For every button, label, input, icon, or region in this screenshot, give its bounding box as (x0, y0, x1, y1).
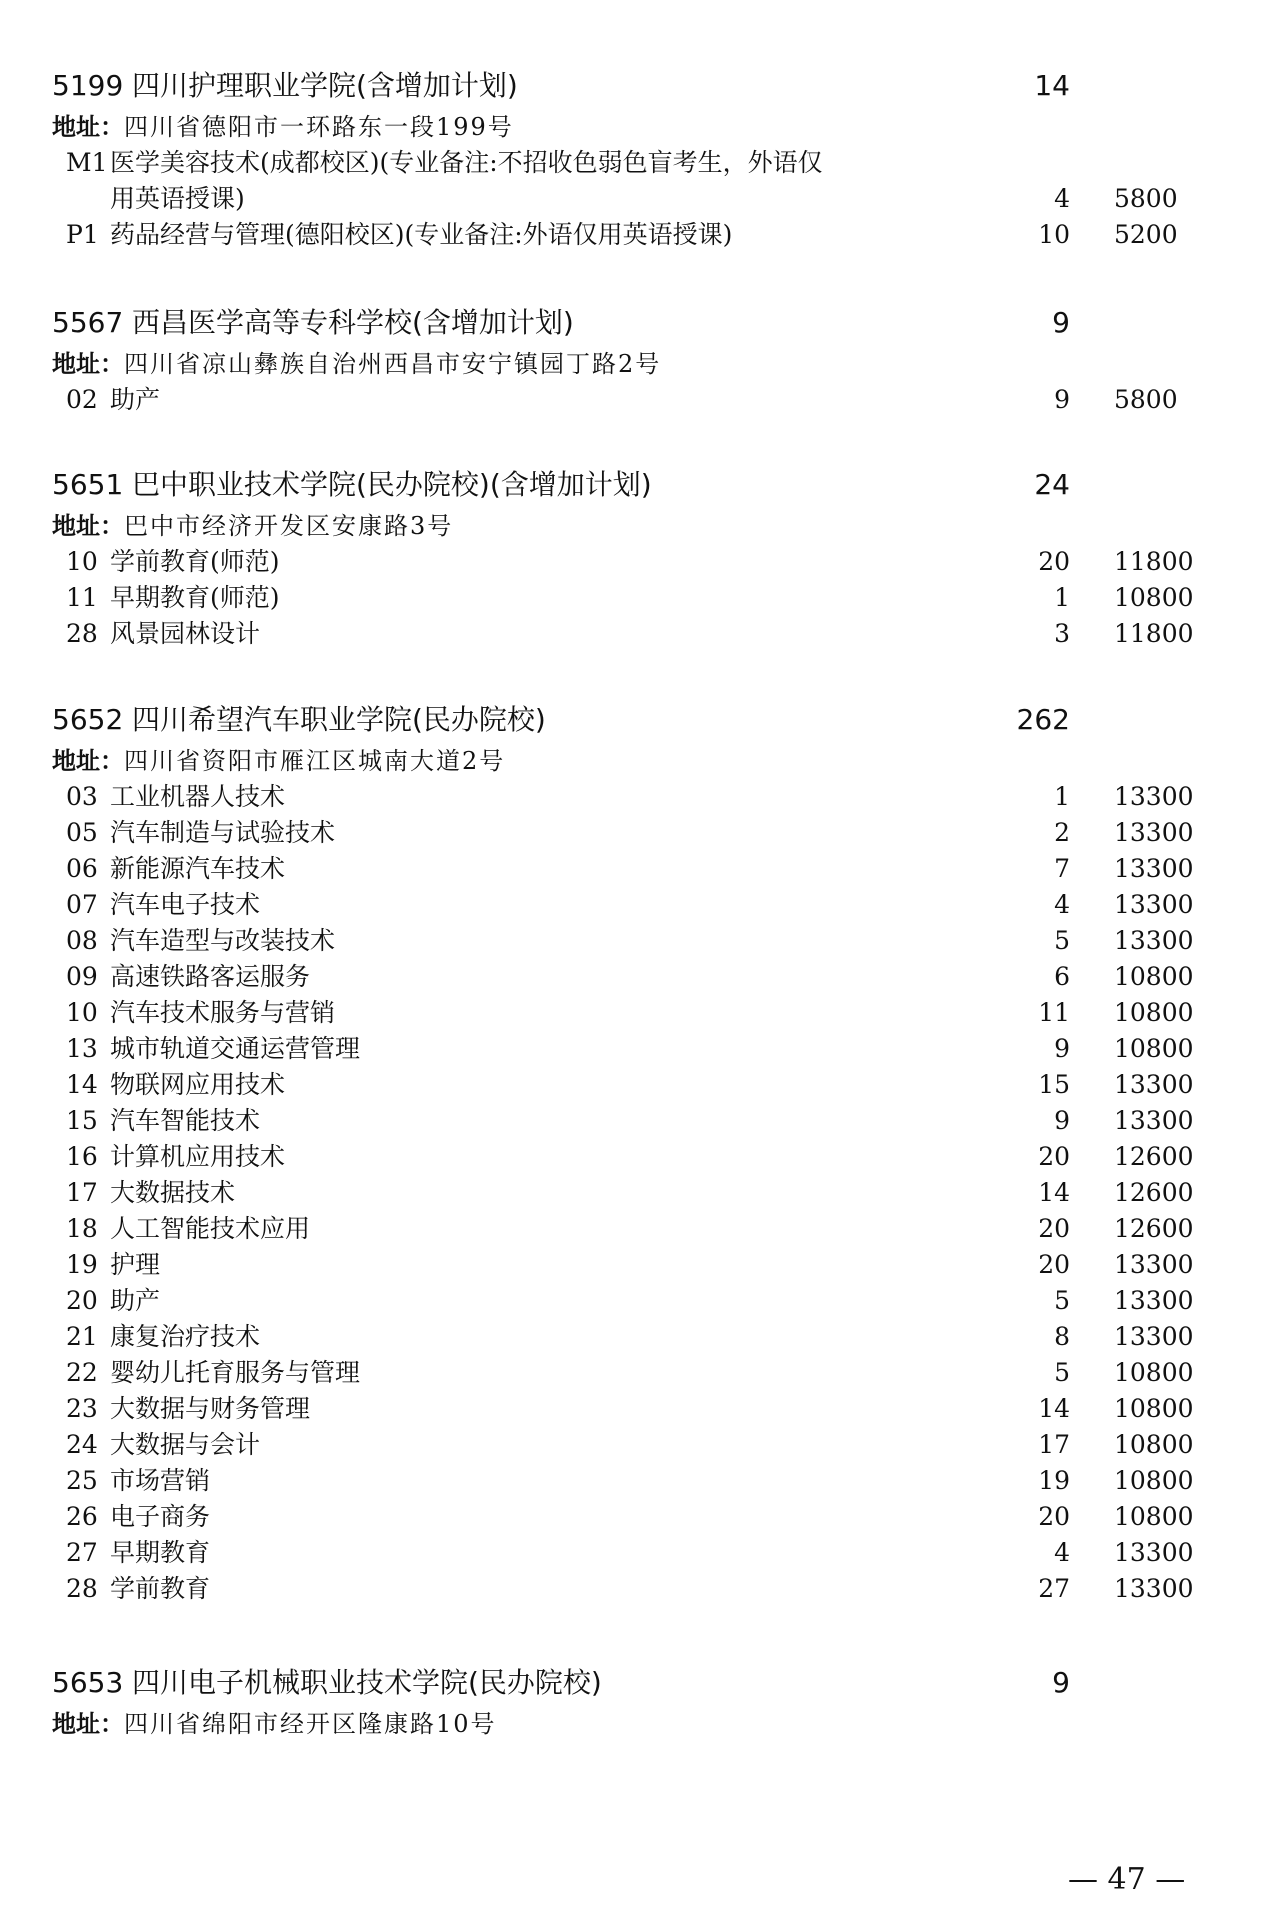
major-count: 4 (1054, 1538, 1070, 1567)
major-code: 26 (66, 1502, 98, 1531)
major-code: 21 (66, 1322, 98, 1351)
major-code: 25 (66, 1466, 98, 1495)
major-fee: 13300 (1114, 1574, 1194, 1603)
address-text: 巴中市经济开发区安康路3号 (124, 512, 454, 540)
address-text: 四川省凉山彝族自治州西昌市安宁镇园丁路2号 (124, 350, 662, 378)
major-name: 早期教育(师范) (110, 583, 280, 612)
major-row (52, 1355, 1194, 1391)
major-row (52, 382, 1178, 418)
major-code: 05 (66, 818, 98, 847)
major-count: 20 (1038, 1214, 1070, 1243)
major-count: 19 (1038, 1466, 1070, 1495)
major-fee: 10800 (1114, 1502, 1194, 1531)
major-fee: 13300 (1114, 1106, 1194, 1135)
school-name: 西昌医学高等专科学校(含增加计划) (132, 306, 574, 339)
school-total-quota: 262 (1016, 703, 1070, 736)
school-block-5652 (52, 697, 1194, 1607)
major-name: 电子商务 (110, 1502, 211, 1531)
major-count: 20 (1038, 1250, 1070, 1279)
major-fee: 13300 (1114, 890, 1194, 919)
major-count: 5 (1054, 926, 1070, 955)
major-name (110, 145, 990, 217)
major-code: 02 (66, 385, 98, 414)
school-code: 5199 (52, 69, 124, 102)
school-total-quota: 9 (1052, 306, 1070, 339)
major-count: 9 (1054, 1034, 1070, 1063)
major-row (52, 1247, 1194, 1283)
school-name: 四川希望汽车职业学院(民办院校) (132, 703, 546, 736)
major-fee: 11800 (1114, 619, 1194, 648)
major-name: 护理 (110, 1250, 161, 1279)
school-name: 巴中职业技术学院(民办院校)(含增加计划) (132, 468, 652, 501)
major-count: 5 (1054, 1286, 1070, 1315)
school-address (52, 508, 1172, 544)
major-count: 5 (1054, 1358, 1070, 1387)
major-name: 物联网应用技术 (110, 1070, 286, 1099)
major-count: 1 (1054, 782, 1070, 811)
major-fee: 10800 (1114, 1358, 1194, 1387)
major-fee: 11800 (1114, 547, 1194, 576)
school-address (52, 743, 1172, 779)
major-name: 汽车制造与试验技术 (110, 818, 336, 847)
major-code: 28 (66, 1574, 98, 1603)
school-code: 5652 (52, 703, 124, 736)
major-fee: 13300 (1114, 1538, 1194, 1567)
major-name: 婴幼儿托育服务与管理 (110, 1358, 361, 1387)
major-name: 风景园林设计 (110, 619, 261, 648)
major-row (52, 1391, 1194, 1427)
school-name: 四川电子机械职业技术学院(民办院校) (132, 1666, 602, 1699)
address-label: 地址： (52, 747, 124, 775)
major-fee: 13300 (1114, 818, 1194, 847)
major-row (52, 580, 1194, 616)
school-code: 5653 (52, 1666, 124, 1699)
major-name: 新能源汽车技术 (110, 854, 286, 883)
major-count: 20 (1038, 1142, 1070, 1171)
address-label: 地址： (52, 113, 124, 141)
major-count: 6 (1054, 962, 1070, 991)
major-code: 18 (66, 1214, 98, 1243)
major-row (52, 1211, 1194, 1247)
major-code: 09 (66, 962, 98, 991)
school-address (52, 109, 1172, 145)
major-row (52, 1499, 1194, 1535)
major-count: 2 (1054, 818, 1070, 847)
major-code: 10 (66, 998, 98, 1027)
major-fee: 13300 (1114, 1250, 1194, 1279)
page-number: — 47 — (1068, 1862, 1186, 1897)
major-row (52, 616, 1194, 652)
major-code: 22 (66, 1358, 98, 1387)
major-code: 10 (66, 547, 98, 576)
major-code: 07 (66, 890, 98, 919)
major-count: 10 (1038, 220, 1070, 249)
major-name: 学前教育(师范) (110, 547, 280, 576)
major-code: 23 (66, 1394, 98, 1423)
major-code: 28 (66, 619, 98, 648)
school-block-5651 (52, 462, 1194, 652)
major-row (52, 815, 1194, 851)
major-code: 27 (66, 1538, 98, 1567)
major-fee: 13300 (1114, 1286, 1194, 1315)
major-row (52, 1175, 1194, 1211)
major-name: 助产 (110, 385, 161, 414)
major-code: P1 (66, 220, 99, 249)
major-name: 大数据与会计 (110, 1430, 261, 1459)
major-name: 高速铁路客运服务 (110, 962, 311, 991)
school-total-quota: 14 (1034, 69, 1070, 102)
major-row (52, 1283, 1194, 1319)
major-name-line2: 用英语授课) (110, 184, 245, 213)
major-count: 9 (1054, 1106, 1070, 1135)
major-code: 24 (66, 1430, 98, 1459)
major-count: 27 (1038, 1574, 1070, 1603)
major-name: 大数据与财务管理 (110, 1394, 311, 1423)
major-name: 工业机器人技术 (110, 782, 286, 811)
major-row (52, 1139, 1194, 1175)
school-block-5567 (52, 300, 1178, 418)
major-row (52, 995, 1194, 1031)
school-header (52, 462, 1172, 508)
major-fee: 13300 (1114, 926, 1194, 955)
major-name: 市场营销 (110, 1466, 211, 1495)
major-count: 20 (1038, 1502, 1070, 1531)
major-fee: 12600 (1114, 1142, 1194, 1171)
school-header (52, 697, 1172, 743)
major-count: 8 (1054, 1322, 1070, 1351)
major-row (52, 1103, 1194, 1139)
major-row (52, 851, 1194, 887)
major-fee: 10800 (1114, 1466, 1194, 1495)
address-label: 地址： (52, 1710, 124, 1738)
major-row (52, 887, 1194, 923)
major-count: 14 (1038, 1394, 1070, 1423)
school-address (52, 346, 1172, 382)
major-count: 15 (1038, 1070, 1070, 1099)
major-row (52, 217, 1178, 253)
major-row (52, 923, 1194, 959)
major-fee: 13300 (1114, 782, 1194, 811)
major-fee: 10800 (1114, 1034, 1194, 1063)
major-row (52, 1427, 1194, 1463)
major-code: 11 (66, 583, 98, 612)
major-name: 康复治疗技术 (110, 1322, 261, 1351)
major-list (52, 779, 1194, 1607)
school-code: 5567 (52, 306, 124, 339)
major-code: 06 (66, 854, 98, 883)
major-count: 17 (1038, 1430, 1070, 1459)
major-name: 汽车智能技术 (110, 1106, 261, 1135)
major-fee: 13300 (1114, 1322, 1194, 1351)
major-name: 早期教育 (110, 1538, 211, 1567)
major-fee: 10800 (1114, 583, 1194, 612)
major-code: 16 (66, 1142, 98, 1171)
school-code: 5651 (52, 468, 124, 501)
major-count: 9 (1054, 385, 1070, 414)
major-row (52, 779, 1194, 815)
major-count: 4 (1054, 890, 1070, 919)
major-code: 13 (66, 1034, 98, 1063)
school-total-quota: 24 (1034, 468, 1070, 501)
major-count: 20 (1038, 547, 1070, 576)
major-fee: 10800 (1114, 1394, 1194, 1423)
major-name: 学前教育 (110, 1574, 211, 1603)
school-address (52, 1706, 1172, 1742)
major-count: 1 (1054, 583, 1070, 612)
major-row (52, 1463, 1194, 1499)
major-name: 汽车电子技术 (110, 890, 261, 919)
school-total-quota: 9 (1052, 1666, 1070, 1699)
major-fee: 10800 (1114, 962, 1194, 991)
school-block-5199 (52, 63, 1178, 253)
school-name: 四川护理职业学院(含增加计划) (132, 69, 518, 102)
major-count: 11 (1038, 998, 1070, 1027)
major-name: 大数据技术 (110, 1178, 236, 1207)
address-label: 地址： (52, 350, 124, 378)
major-row (52, 1067, 1194, 1103)
major-fee: 12600 (1114, 1178, 1194, 1207)
major-fee: 5200 (1114, 220, 1178, 249)
major-name: 人工智能技术应用 (110, 1214, 311, 1243)
major-code: 20 (66, 1286, 98, 1315)
major-fee: 5800 (1114, 385, 1178, 414)
major-name: 计算机应用技术 (110, 1142, 286, 1171)
address-label: 地址： (52, 512, 124, 540)
major-name: 药品经营与管理(德阳校区)(专业备注:外语仅用英语授课) (110, 220, 733, 249)
major-code: 08 (66, 926, 98, 955)
major-row (52, 544, 1194, 580)
major-fee: 13300 (1114, 1070, 1194, 1099)
school-header (52, 1660, 1172, 1706)
major-fee: 12600 (1114, 1214, 1194, 1243)
major-name: 助产 (110, 1286, 161, 1315)
major-count: 3 (1054, 619, 1070, 648)
address-text: 四川省资阳市雁江区城南大道2号 (124, 747, 506, 775)
major-row (52, 959, 1194, 995)
major-code: 14 (66, 1070, 98, 1099)
major-row (52, 1031, 1194, 1067)
major-fee: 10800 (1114, 1430, 1194, 1459)
major-code: 19 (66, 1250, 98, 1279)
major-row (52, 1319, 1194, 1355)
major-name: 汽车技术服务与营销 (110, 998, 336, 1027)
school-header (52, 300, 1172, 346)
major-row (52, 1535, 1194, 1571)
major-name: 汽车造型与改装技术 (110, 926, 336, 955)
major-code: M1 (66, 148, 108, 177)
major-code: 03 (66, 782, 98, 811)
major-fee: 10800 (1114, 998, 1194, 1027)
major-count: 14 (1038, 1178, 1070, 1207)
major-name-line1: 医学美容技术(成都校区)(专业备注:不招收色弱色盲考生，外语仅 (110, 148, 823, 177)
address-text: 四川省绵阳市经开区隆康路10号 (124, 1710, 497, 1738)
address-text: 四川省德阳市一环路东一段199号 (124, 113, 514, 141)
major-count: 4 (1054, 184, 1070, 213)
major-count: 7 (1054, 854, 1070, 883)
major-row (52, 1571, 1194, 1607)
school-block-5653 (52, 1660, 1172, 1742)
school-header (52, 63, 1172, 109)
major-code: 17 (66, 1178, 98, 1207)
major-fee: 13300 (1114, 854, 1194, 883)
major-name: 城市轨道交通运营管理 (110, 1034, 361, 1063)
major-row (52, 145, 1178, 217)
major-fee: 5800 (1114, 184, 1178, 213)
major-code: 15 (66, 1106, 98, 1135)
